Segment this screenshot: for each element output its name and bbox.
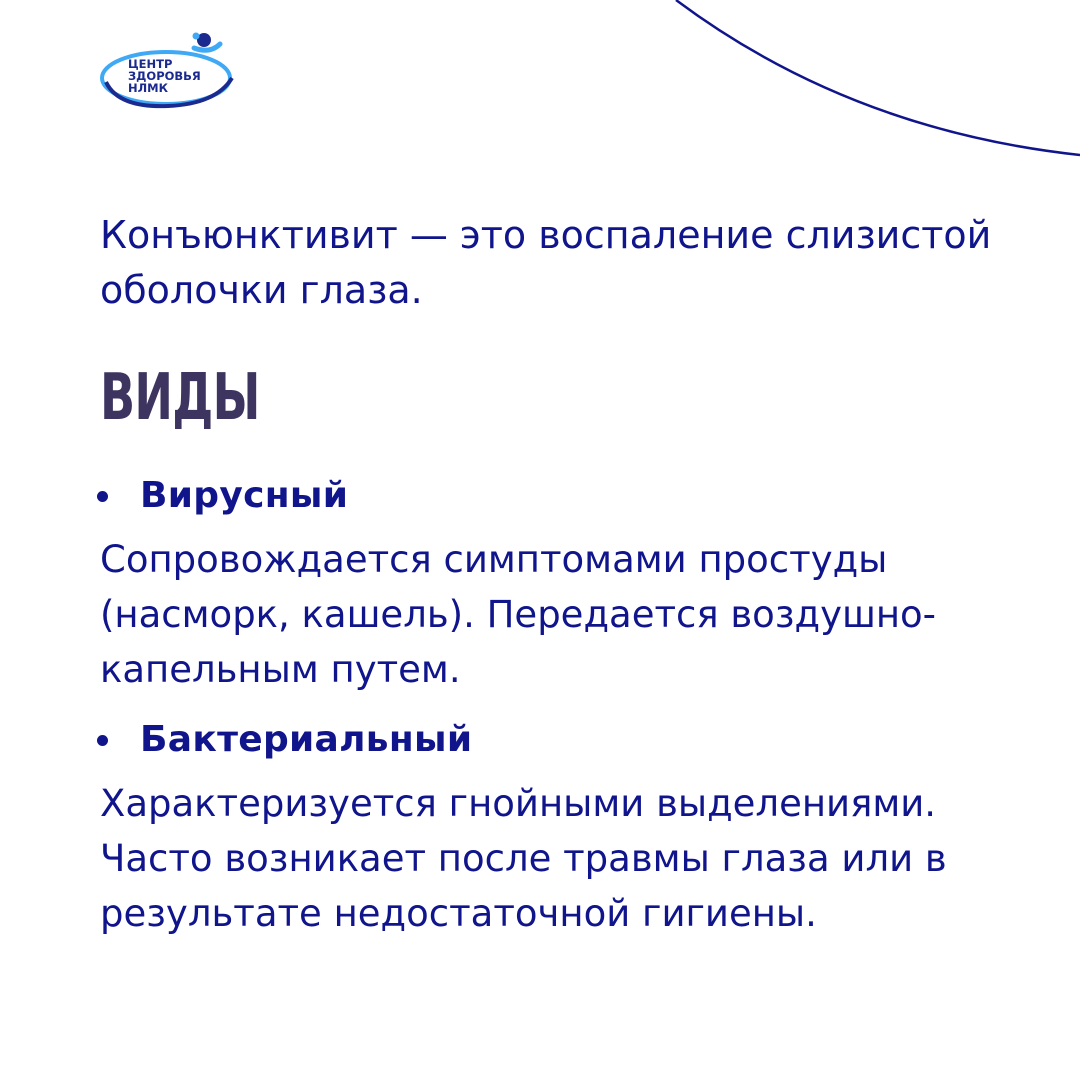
type-name: Вирусный bbox=[140, 475, 349, 516]
type-heading bbox=[92, 466, 1032, 526]
logo-line: НЛМК bbox=[128, 81, 169, 95]
type-heading bbox=[92, 710, 1032, 770]
bullet-icon bbox=[97, 491, 108, 502]
logo-line: ЦЕНТР bbox=[128, 57, 173, 71]
logo-wordmark bbox=[128, 58, 201, 94]
intro-text: Конъюнктивит — это воспаление слизистой оболочки глаза. bbox=[100, 213, 992, 312]
logo-line: ЗДОРОВЬЯ bbox=[128, 69, 201, 83]
section-title: ВИДЫ bbox=[100, 361, 260, 435]
type-name: Бактериальный bbox=[140, 719, 473, 760]
bullet-icon bbox=[97, 735, 108, 746]
type-description: Характеризуется гнойными выделениями. Часто возникает после травмы глаза или в результате недостаточной гигиены. bbox=[100, 782, 947, 935]
type-item-bacterial bbox=[92, 710, 1032, 941]
type-description: Сопровождается симптомами простуды (насморк, кашель). Передается воздушно-капельным путем. bbox=[100, 538, 937, 691]
type-item-viral bbox=[92, 466, 1032, 697]
logo bbox=[98, 30, 243, 110]
